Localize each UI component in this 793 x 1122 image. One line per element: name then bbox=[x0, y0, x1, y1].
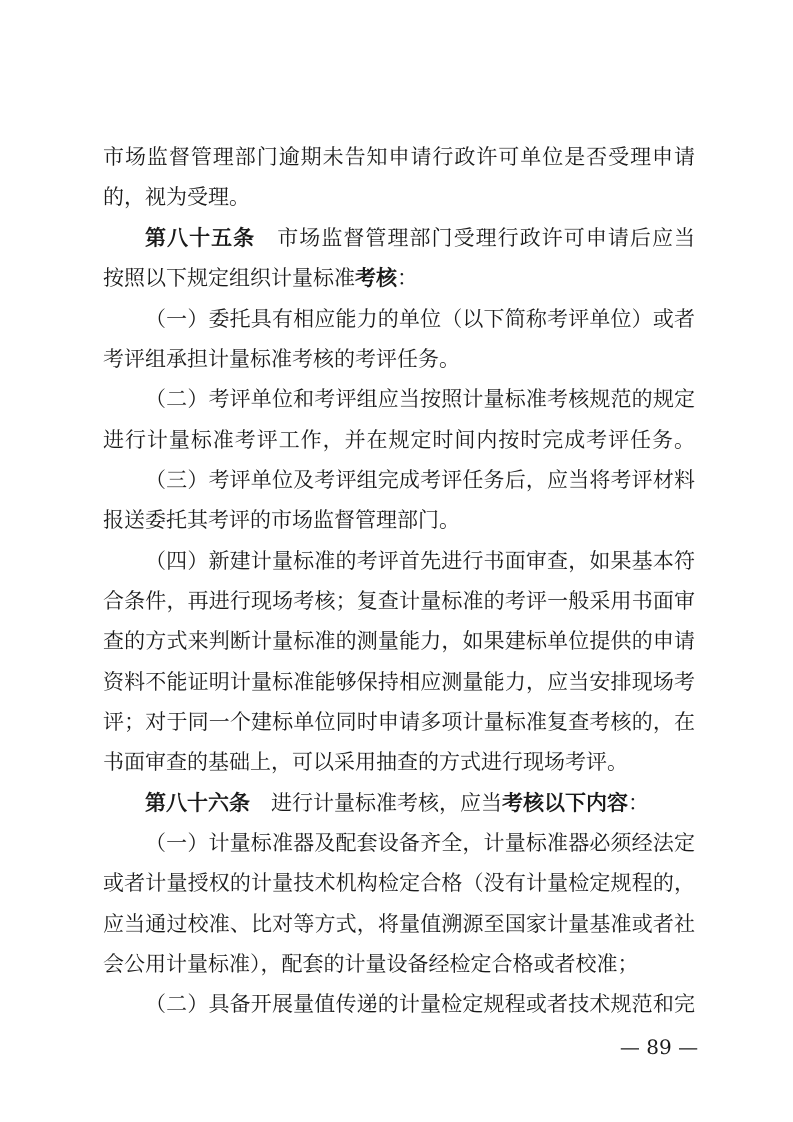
text-line: （二）考评单位和考评组应当按照计量标准考核规范的规定 bbox=[145, 387, 695, 411]
text-line: 查的方式来判断计量标准的测量能力，如果建标单位提供的申请 bbox=[103, 629, 695, 653]
article-85-number: 第八十五条 bbox=[145, 225, 256, 250]
text-line: 会公用计量标准），配套的计量设备经检定合格或者校准； bbox=[103, 952, 639, 976]
article-86-text: 进行计量标准考核，应当 bbox=[250, 791, 502, 815]
text-segment: 按照以下规定组织计量标准 bbox=[103, 266, 355, 290]
text-line: （四）新建计量标准的考评首先进行书面审查，如果基本符 bbox=[145, 549, 695, 573]
article-86-number: 第八十六条 bbox=[145, 790, 250, 815]
article-85-heading bbox=[145, 221, 695, 255]
text-line: 应当通过校准、比对等方式，将量值溯源至国家计量基准或者社 bbox=[103, 912, 695, 936]
text-line: （三）考评单位及考评组完成考评任务后，应当将考评材料 bbox=[145, 468, 695, 492]
page-number: — 89 — bbox=[619, 1035, 699, 1059]
article-85-text: 市场监督管理部门受理行政许可申请后应当 bbox=[255, 226, 695, 250]
text-line: 市场监督管理部门逾期未告知申请行政许可单位是否受理申请 bbox=[103, 145, 695, 169]
text-line: 合条件，再进行现场考核；复查计量标准的考评一般采用书面审 bbox=[103, 589, 695, 613]
emphasis-text: 考核 bbox=[355, 265, 397, 290]
text-line bbox=[103, 261, 695, 295]
text-line: 进行计量标准考评工作，并在规定时间内按时完成考评任务。 bbox=[103, 428, 695, 452]
text-line: 资料不能证明计量标准能够保持相应测量能力，应当安排现场考 bbox=[103, 670, 695, 694]
text-line: 书面审查的基础上，可以采用抽查的方式进行现场考评。 bbox=[103, 750, 628, 774]
text-line: （一）计量标准器及配套设备齐全，计量标准器必须经法定 bbox=[145, 831, 695, 855]
article-86-heading bbox=[145, 786, 695, 820]
text-line: 考评组承担计量标准考核的考评任务。 bbox=[103, 347, 460, 371]
text-line: 的，视为受理。 bbox=[103, 185, 250, 209]
text-line: （二）具备开展量值传递的计量检定规程或者技术规范和完 bbox=[145, 992, 695, 1016]
text-line: 报送委托其考评的市场监督管理部门。 bbox=[103, 508, 460, 532]
text-line: 或者计量授权的计量技术机构检定合格（没有计量检定规程的， bbox=[103, 871, 695, 895]
emphasis-text: 考核以下内容 bbox=[502, 790, 628, 815]
text-line: （一）委托具有相应能力的单位（以下简称考评单位）或者 bbox=[145, 307, 695, 331]
text-line: 评；对于同一个建标单位同时申请多项计量标准复查考核的，在 bbox=[103, 710, 695, 734]
text-segment: ： bbox=[397, 266, 418, 290]
text-segment: ： bbox=[628, 791, 649, 815]
